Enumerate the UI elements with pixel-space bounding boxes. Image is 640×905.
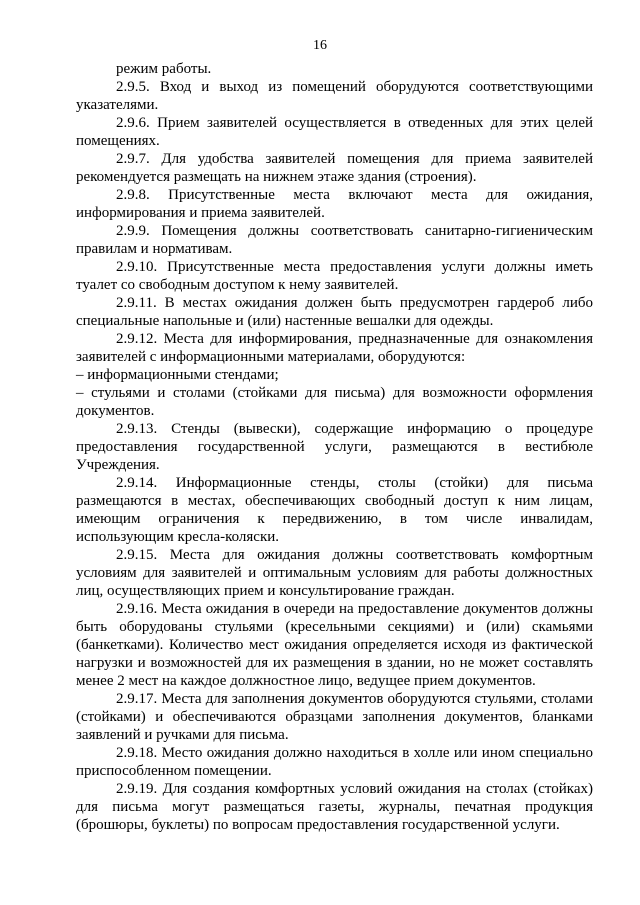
page-number: 16 — [313, 38, 327, 53]
paragraph-2-9-8: 2.9.8. Присутственные места включают места для ожидания, информирования и приема заявителей. — [76, 187, 593, 221]
document-body — [76, 60, 593, 834]
paragraph-2-9-6: 2.9.6. Прием заявителей осуществляется в отведенных для этих целей помещениях. — [76, 115, 593, 149]
paragraph-2-9-17: 2.9.17. Места для заполнения документов оборудуются стульями, столами (стойками) и обеспечиваются образцами заполнения документов, бланками заявлений и ручками для письма. — [76, 691, 593, 743]
paragraph-2-9-15: 2.9.15. Места для ожидания должны соответствовать комфортным условиям для заявителей и оптимальным условиям для работы должностных лиц, осуществляющих прием и консультирование граждан. — [76, 547, 593, 599]
paragraph-2-9-10: 2.9.10. Присутственные места предоставления услуги должны иметь туалет со свободным доступом к нему заявителей. — [76, 259, 593, 293]
paragraph-2-9-11: 2.9.11. В местах ожидания должен быть предусмотрен гардероб либо специальные напольные и (или) настенные вешалки для одежды. — [76, 295, 593, 329]
list-item-stands: – информационными стендами; — [76, 367, 279, 383]
paragraph-2-9-5: 2.9.5. Вход и выход из помещений оборудуются соответствующими указателями. — [76, 79, 593, 113]
paragraph-2-9-14: 2.9.14. Информационные стенды, столы (стойки) для письма размещаются в местах, обеспечивающих свободный доступ к ним лицам, имеющим ограничения к передвижению, в том числе инвалидам, использующим кресла-коляски. — [76, 475, 593, 545]
paragraph-2-9-13: 2.9.13. Стенды (вывески), содержащие информацию о процедуре предоставления государственной услуги, размещаются в вестибюле Учреждения. — [76, 421, 593, 473]
paragraph-2-9-19: 2.9.19. Для создания комфортных условий ожидания на столах (стойках) для письма могут размещаться газеты, журналы, печатная продукция (брошюры, буклеты) по вопросам предоставления государственной услуги. — [76, 781, 593, 833]
paragraph-continuation: режим работы. — [116, 61, 212, 77]
list-item-chairs-tables: – стульями и столами (стойками для письма) для возможности оформления документов. — [76, 385, 593, 419]
paragraph-2-9-12: 2.9.12. Места для информирования, предназначенные для ознакомления заявителей с информационными материалами, оборудуются: — [76, 331, 593, 365]
paragraph-2-9-18: 2.9.18. Место ожидания должно находиться в холле или ином специально приспособленном помещении. — [76, 745, 593, 779]
paragraph-2-9-9: 2.9.9. Помещения должны соответствовать санитарно-гигиеническим правилам и нормативам. — [76, 223, 593, 257]
paragraph-2-9-7: 2.9.7. Для удобства заявителей помещения для приема заявителей рекомендуется размещать на нижнем этаже здания (строения). — [76, 151, 593, 185]
paragraph-2-9-16: 2.9.16. Места ожидания в очереди на предоставление документов должны быть оборудованы стульями (кресельными секциями) и (или) скамьями (банкетками). Количество мест ожидания определяется исходя из фактической нагрузки и возможностей для их размещения в здании, но не может составлять менее 2 мест на каждое должностное лицо, ведущее прием документов. — [76, 601, 593, 689]
